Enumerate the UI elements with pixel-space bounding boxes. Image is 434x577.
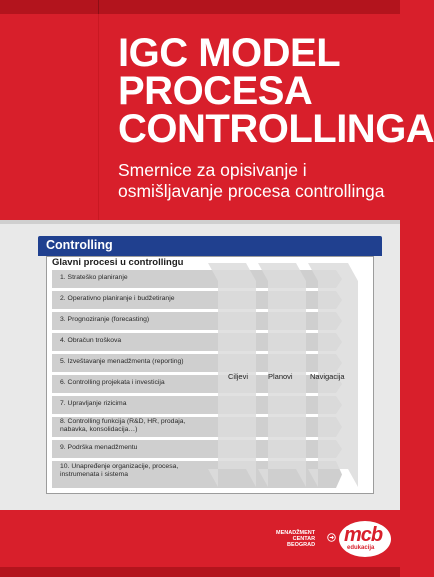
book-subtitle [118, 160, 385, 202]
process-diagram [38, 236, 382, 494]
column-label-planovi: Planovi [268, 372, 293, 381]
subtitle-line-1: Smernice za opisivanje i [118, 160, 307, 180]
publisher-logo-subtext: edukacija [347, 545, 375, 551]
top-divider-line [98, 0, 99, 14]
controlling-header: Controlling [46, 238, 113, 252]
subtitle-line-2: osmišljavanje procesa controllinga [118, 181, 385, 201]
arrow-circle-icon [327, 533, 336, 542]
process-label: 6. Controlling projekata i investicija [60, 379, 165, 386]
process-label: 4. Obračun troškova [60, 337, 122, 344]
column-label-ciljevi: Ciljevi [228, 372, 249, 381]
title-line-3: CONTROLLINGA [118, 107, 434, 151]
process-label: 10. Unapređenje organizacije, procesa, instrumenata i sistema [60, 463, 179, 478]
top-band [0, 0, 400, 14]
diagram-panel-shade [0, 220, 400, 224]
publisher-name [276, 530, 315, 548]
process-label: 8. Controlling funkcija (R&D, HR, prodaja, nabavka, konsolidacija…) [60, 418, 186, 433]
title-line-2: PROCESA [118, 69, 313, 113]
publisher-line-2: CENTAR [292, 536, 316, 542]
bottom-shade [0, 567, 400, 577]
column-label-navigacija: Navigacija [310, 372, 345, 381]
process-label: 7. Upravljanje rizicima [60, 400, 127, 407]
process-label: 9. Podrška menadžmentu [60, 444, 138, 451]
title-line-1: IGC MODEL [118, 31, 341, 75]
cover-divider-line [98, 14, 99, 220]
publisher-line-1: MENADŽMENT [276, 530, 316, 536]
main-processes-header: Glavni procesi u controllingu [52, 257, 184, 268]
controlling-arrow-icon [356, 236, 382, 256]
process-label: 3. Prognoziranje (forecasting) [60, 316, 150, 323]
publisher-logo-text: mcb [344, 524, 383, 546]
book-title [118, 31, 434, 151]
process-label: 1. Strateško planiranje [60, 274, 128, 281]
process-label: 5. Izveštavanje menadžmenta (reporting) [60, 358, 184, 365]
process-label: 2. Operativno planiranje i budžetiranje [60, 295, 175, 302]
publisher-line-3: BEOGRAD [286, 542, 316, 548]
